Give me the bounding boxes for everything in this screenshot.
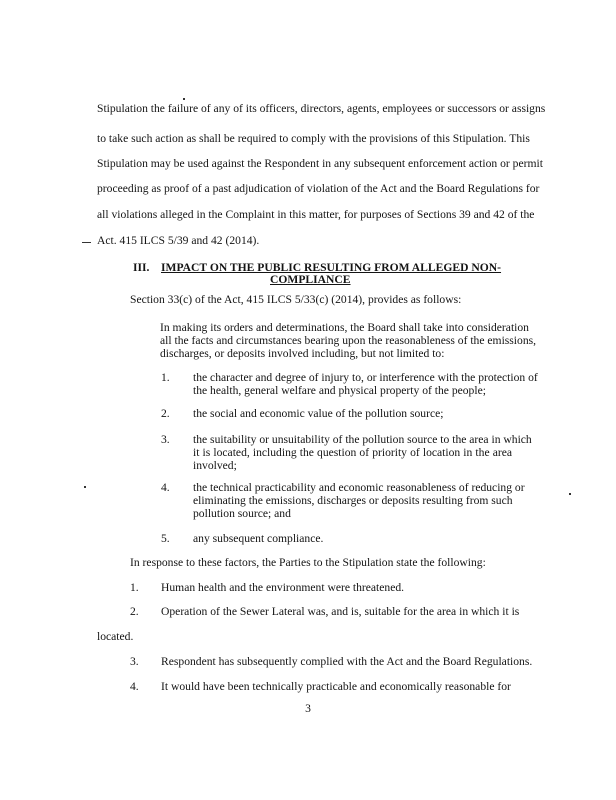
- quote-line: discharges, or deposits involved including, but not limited to:: [160, 347, 445, 360]
- section-number: III.: [133, 261, 150, 274]
- response-text-continued: located.: [97, 630, 134, 643]
- factor-line: the suitability or unsuitability of the pollution source to the area in which: [193, 433, 532, 446]
- factor-number: 1.: [161, 371, 170, 384]
- quote-line: In making its orders and determinations, the Board shall take into consideration: [160, 321, 529, 334]
- body-line: Stipulation may be used against the Respondent in any subsequent enforcement action or permit: [97, 157, 543, 170]
- statute-intro: Section 33(c) of the Act, 415 ILCS 5/33(c) (2014), provides as follows:: [130, 293, 462, 306]
- factor-line: involved;: [193, 459, 237, 472]
- factor-number: 5.: [161, 532, 170, 545]
- factor-number: 3.: [161, 433, 170, 446]
- section-title-continued: COMPLIANCE: [270, 273, 351, 286]
- factor-number: 4.: [161, 481, 170, 494]
- body-line: Stipulation the failure of any of its officers, directors, agents, employees or successors or assigns: [97, 102, 546, 115]
- response-number: 3.: [130, 655, 139, 668]
- response-number: 4.: [130, 680, 139, 693]
- factor-line: the technical practicability and economic reasonableness of reducing or: [193, 481, 525, 494]
- section-title: IMPACT ON THE PUBLIC RESULTING FROM ALLEGED NON-: [161, 261, 502, 274]
- response-text: Human health and the environment were threatened.: [161, 581, 405, 594]
- factor-line: it is located, including the question of priority of location in the area: [193, 446, 512, 459]
- response-number: 1.: [130, 581, 139, 594]
- response-text: Respondent has subsequently complied with the Act and the Board Regulations.: [161, 655, 533, 668]
- response-text: Operation of the Sewer Lateral was, and is, suitable for the area in which it is: [161, 605, 520, 618]
- factor-line: any subsequent compliance.: [193, 532, 324, 545]
- response-intro: In response to these factors, the Parties to the Stipulation state the following:: [130, 556, 486, 569]
- scan-speck: [84, 486, 86, 488]
- factor-number: 2.: [161, 407, 170, 420]
- body-line: proceeding as proof of a past adjudication of violation of the Act and the Board Regulations for: [97, 182, 540, 195]
- scan-mark: [82, 242, 91, 243]
- scan-speck: [183, 98, 185, 100]
- factor-line: the health, general welfare and physical property of the people;: [193, 384, 486, 397]
- body-line: all violations alleged in the Complaint in this matter, for purposes of Sections 39 and 42 of the: [97, 208, 535, 221]
- response-number: 2.: [130, 605, 139, 618]
- body-line: Act. 415 ILCS 5/39 and 42 (2014).: [97, 234, 260, 247]
- response-text: It would have been technically practicable and economically reasonable for: [161, 680, 511, 693]
- quote-line: all the facts and circumstances bearing upon the reasonableness of the emissions,: [160, 334, 537, 347]
- factor-line: the social and economic value of the pollution source;: [193, 407, 444, 420]
- page-number: 3: [305, 702, 311, 715]
- factor-line: the character and degree of injury to, or interference with the protection of: [193, 371, 538, 384]
- scan-speck: [569, 493, 571, 495]
- factor-line: pollution source; and: [193, 507, 291, 520]
- factor-line: eliminating the emissions, discharges or deposits resulting from such: [193, 494, 513, 507]
- body-line: to take such action as shall be required to comply with the provisions of this Stipulation. This: [97, 132, 530, 145]
